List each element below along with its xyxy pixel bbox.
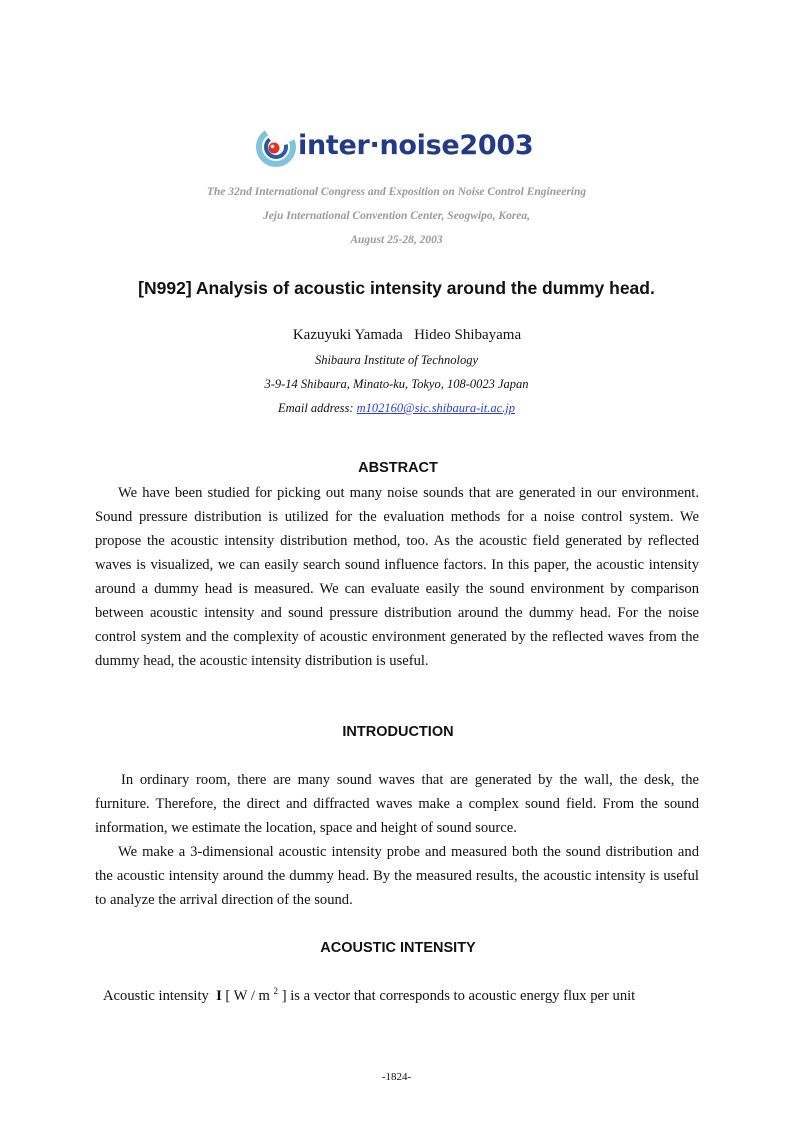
swirl-logo-icon [256,120,300,174]
abstract-text: We have been studied for picking out many noise sounds that are generated in our environment. Sound pressure distribution is utilized for the evaluation methods for a noise control system. We propose the acoustic intensity distribution method, too. As the acoustic field generated by reflected waves is visualized, we can easily search sound influence factors. In this paper, the acoustic intensity around a dummy head is measured. We can evaluate easily the sound environment by comparison between acoustic intensity and sound pressure distribution around the dummy head. For the noise control system and the complexity of acoustic environment generated by the reflected waves from the dummy head, the acoustic intensity distribution is useful. [95,485,699,669]
institution: Shibaura Institute of Technology [314,353,479,367]
email-line [0,401,793,416]
logo-wordmark: inter·noise2003 [298,130,534,161]
introduction-body [95,768,710,912]
intensity-symbol: I [216,987,222,1004]
email-link[interactable]: m102160@sic.shibaura-it.ac.jp [356,401,516,415]
unit-close: ] [278,987,287,1004]
address: 3-9-14 Shibaura, Minato-ku, Tokyo, 108-0023 Japan [264,377,529,391]
abstract-heading: ABSTRACT [358,460,438,476]
introduction-paragraph-1: In ordinary room, there are many sound waves that are generated by the wall, the desk, the furniture. Therefore, the direct and diffracted waves make a complex sound field. From the sound information, we estimate the location, space and height of sound source. [95,772,699,836]
introduction-paragraph-2: We make a 3-dimensional acoustic intensity probe and measured both the sound distribution and the acoustic intensity around the dummy head. By the measured results, the acoustic intensity is useful to analyze the arrival direction of the sound. [95,844,710,908]
paper-title: [N992] Analysis of acoustic intensity around the dummy head. [138,278,655,298]
introduction-heading: INTRODUCTION [342,724,454,740]
page-number: -1824- [381,1071,412,1083]
acoustic-intensity-heading: ACOUSTIC INTENSITY [320,940,476,956]
author-names: Kazuyuki Yamada Hideo Shibayama [292,327,522,343]
acoustic-intensity-text [103,986,743,1005]
conference-logo [256,120,546,174]
abstract-body [95,481,699,673]
ai-prefix: Acoustic intensity [103,987,217,1004]
conference-name: The 32nd International Congress and Exposition on Noise Control Engineering [206,186,587,198]
email-label: Email address: [277,401,357,415]
unit-open: [ W / m [221,987,274,1004]
conference-dates: August 25-28, 2003 [350,234,443,246]
conference-venue: Jeju International Convention Center, Seogwipo, Korea, [262,210,531,222]
ai-suffix: is a vector that corresponds to acoustic energy flux per unit [286,987,636,1004]
unit-exponent: 2 [273,986,279,996]
